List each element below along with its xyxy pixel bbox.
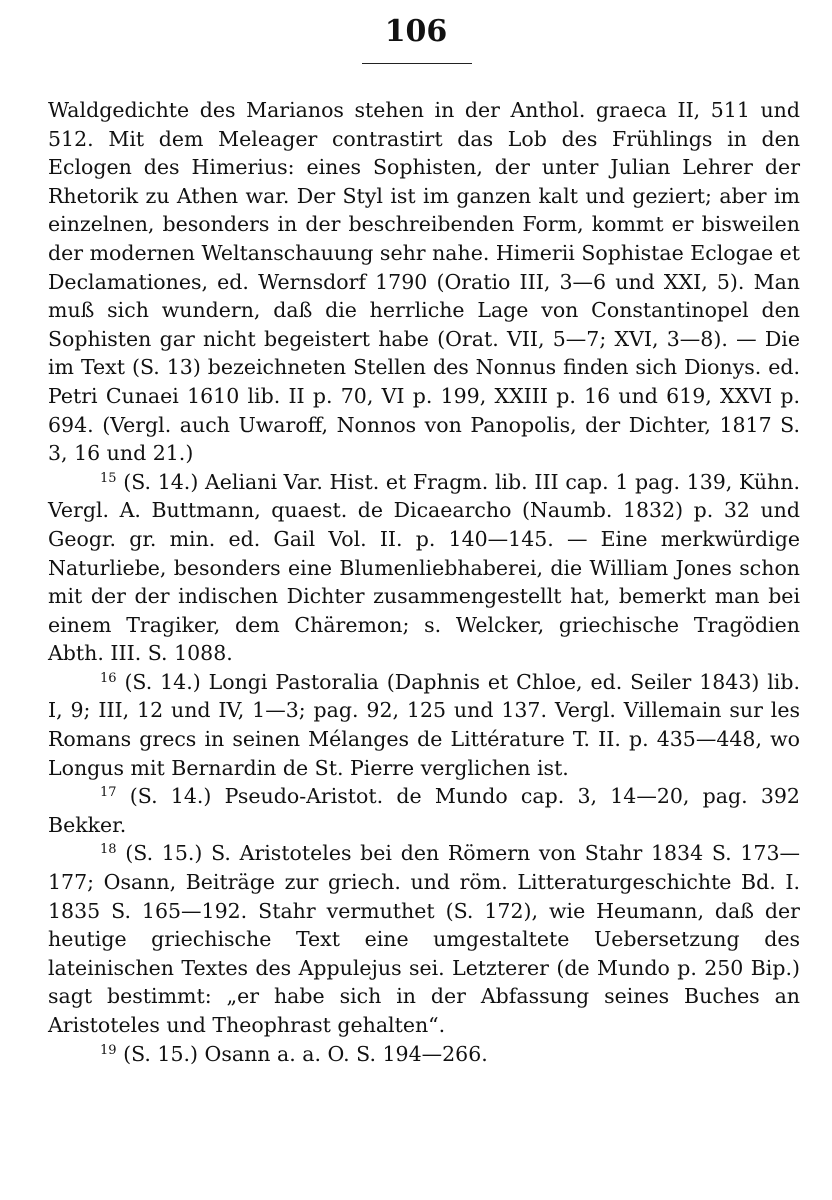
footnote-text: (S. 14.) Longi Pastoralia (Daphnis et Chloe, ed. Seiler 1843) lib. I, 9; III, 12 und IV, 1—3; pag. 92, 125 und 137. Vergl. Villemain sur les Romans grecs in seinen Mélanges de Littérature T. II. p. 435—448, wo Longus mit Bernardin de St. Pierre verglichen ist. xyxy=(48,669,800,780)
footnote-number: 16 xyxy=(100,670,117,686)
footnote-text: (S. 14.) Aeliani Var. Hist. et Fragm. lib. III cap. 1 pag. 139, Kühn. Vergl. A. Buttmann, quaest. de Dicaearcho (Naumb. 1832) p. 32 und Geogr. gr. min. ed. Gail Vol. II. p. 140—145. — Eine merkwürdige Naturliebe, besonders eine Blumenliebhaberei, die William Jones schon mit der der indischen Dichter zusammengestellt hat, bemerkt man bei einem Tragiker, dem Chäremon; s. Welcker, griechische Tragödien Abth. III. S. 1088. xyxy=(48,469,800,666)
footnotes-block xyxy=(48,96,800,1068)
page-number: 106 xyxy=(384,14,448,49)
footnote-text: (S. 15.) S. Aristoteles bei den Römern von Stahr 1834 S. 173—177; Osann, Beiträge zur griech. und röm. Litteraturgeschichte Bd. I. 1835 S. 165—192. Stahr vermuthet (S. 172), wie Heumann, daß der heutige griechische Text eine umgestaltete Uebersetzung des lateinischen Textes des Appulejus sei. Letzterer (de Mundo p. 250 Bip.) sagt bestimmt: „er habe sich in der Abfassung seines Buches an Aristoteles und Theophrast gehalten“. xyxy=(48,841,800,1037)
footnote-text: (S. 15.) Osann a. a. O. S. 194—266. xyxy=(123,1041,488,1066)
footnote-18 xyxy=(48,839,800,1039)
header-rule xyxy=(362,63,472,64)
footnote-number: 19 xyxy=(100,1042,117,1058)
footnote-17 xyxy=(48,782,800,839)
footnote-text: (S. 14.) Pseudo-Aristot. de Mundo cap. 3, 14—20, pag. 392 Bekker. xyxy=(48,784,800,837)
footnote-number: 15 xyxy=(100,470,117,486)
footnote-19 xyxy=(48,1040,800,1069)
footnote-number: 17 xyxy=(100,785,117,801)
continued-note-text: Waldgedichte des Marianos stehen in der Anthol. graeca II, 511 und 512. Mit dem Meleager contrastirt das Lob des Frühlings in den Eclogen des Himerius: eines Sophisten, der unter Julian Lehrer der Rhetorik zu Athen war. Der Styl ist im ganzen kalt und geziert; aber im einzelnen, besonders in der beschreibenden Form, kommt er bisweilen der modernen Weltanschauung sehr nahe. Himerii Sophistae Eclogae et Declamationes, ed. Wernsdorf 1790 (Oratio III, 3—6 und XXI, 5). Man muß sich wundern, daß die herrliche Lage von Constantinopel den Sophisten gar nicht begeistert habe (Orat. VII, 5—7; XVI, 3—8). — Die im Text (S. 13) bezeichneten Stellen des Nonnus finden sich Dionys. ed. Petri Cunaei 1610 lib. II p. 70, VI p. 199, XXIII p. 16 und 619, XXVI p. 694. (Vergl. auch Uwaroff, Nonnos von Panopolis, der Dichter, 1817 S. 3, 16 und 21.) xyxy=(48,98,800,466)
footnote-number: 18 xyxy=(100,842,117,858)
footnote-16 xyxy=(48,668,800,782)
footnote-15 xyxy=(48,468,800,668)
